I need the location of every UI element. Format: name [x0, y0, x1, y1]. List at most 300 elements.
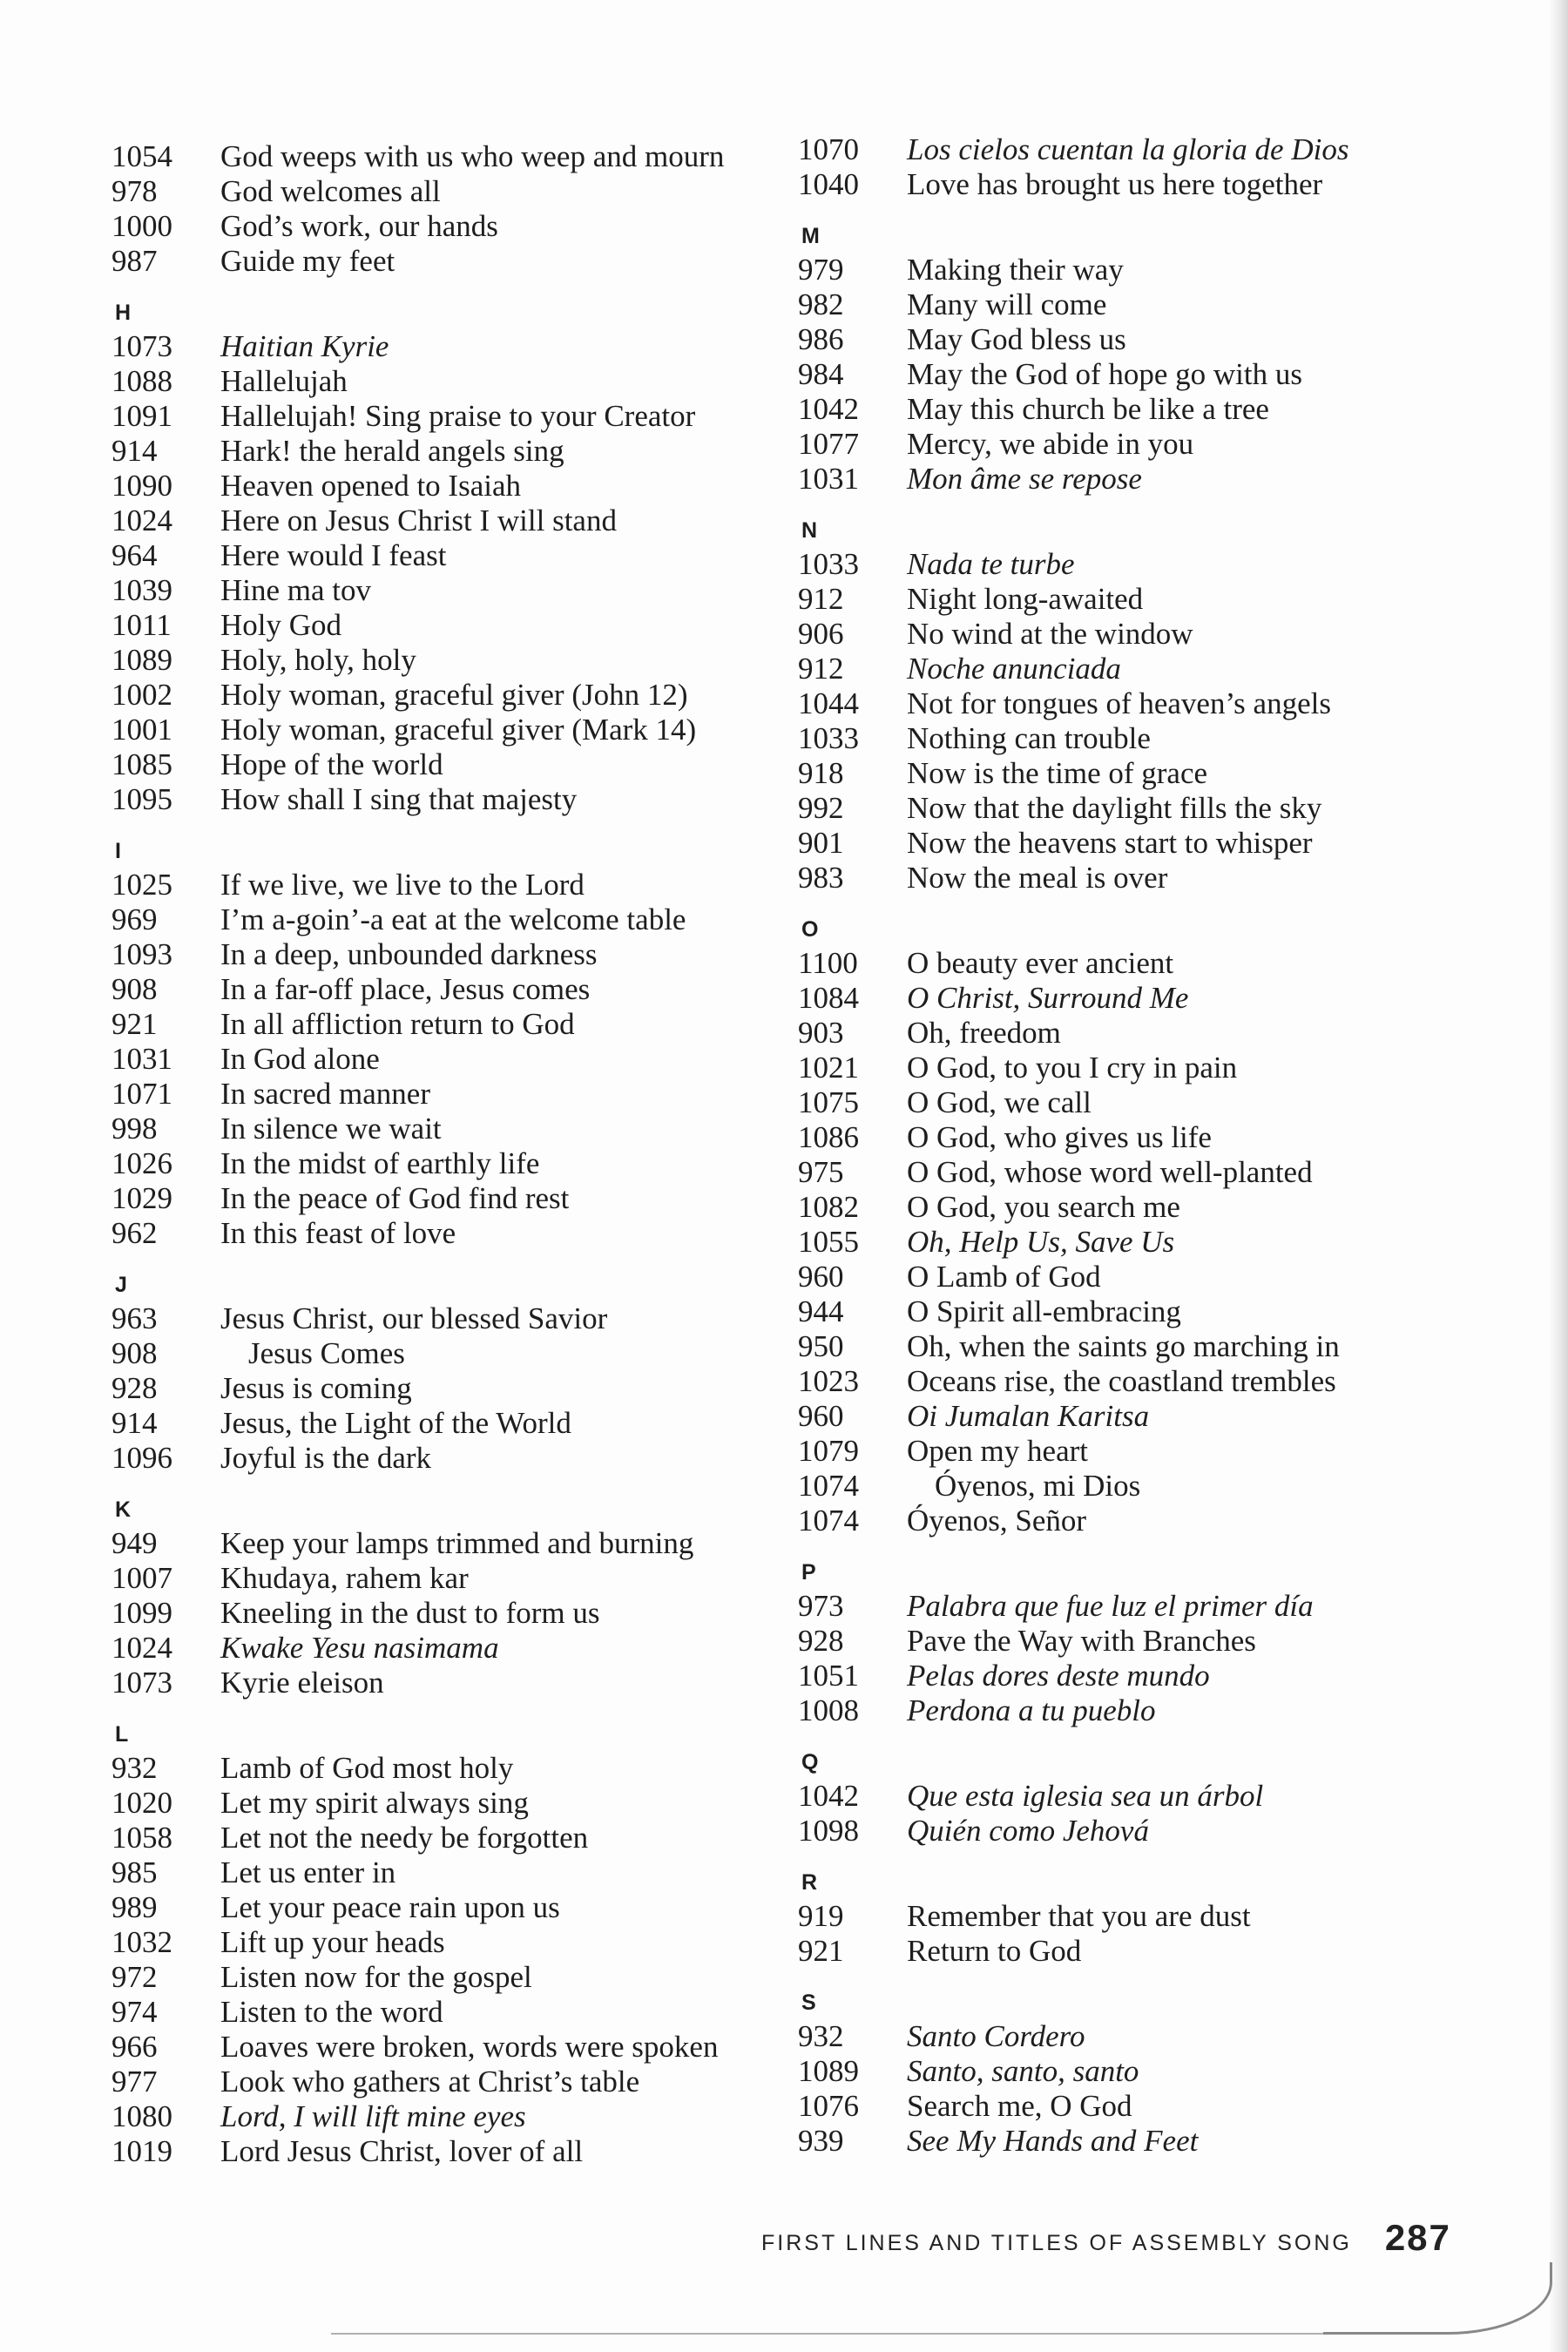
- index-entry: [798, 547, 1547, 582]
- section-letter-n: N: [801, 518, 818, 543]
- index-entry: [112, 2099, 861, 2134]
- song-title: Open my heart: [907, 1434, 1088, 1468]
- song-number: 1011: [112, 608, 172, 642]
- song-number: 974: [112, 1995, 158, 2029]
- index-entry: [112, 1112, 861, 1146]
- song-title: See My Hands and Feet: [907, 2124, 1199, 2158]
- index-entry: [798, 167, 1547, 202]
- song-number: 928: [112, 1371, 158, 1405]
- song-number: 1055: [798, 1225, 859, 1259]
- index-entry: [112, 244, 861, 279]
- index-entry: [798, 1899, 1547, 1934]
- index-entry: [798, 427, 1547, 462]
- index-entry: [798, 287, 1547, 322]
- song-number: 1079: [798, 1434, 859, 1468]
- song-number: 908: [112, 1336, 158, 1370]
- song-title: Nada te turbe: [907, 547, 1075, 581]
- song-title: Jesus Christ, our blessed Savior: [220, 1301, 608, 1335]
- song-title: In the peace of God find rest: [220, 1181, 570, 1215]
- song-number: 1031: [798, 462, 859, 496]
- index-entry: [112, 1786, 861, 1821]
- song-title: Holy God: [220, 608, 342, 642]
- song-number: 1008: [798, 1693, 859, 1727]
- song-title: Óyenos, mi Dios: [935, 1469, 1141, 1503]
- index-entry: [798, 1434, 1547, 1469]
- song-number: 906: [798, 617, 844, 651]
- song-number: 1031: [112, 1042, 172, 1076]
- song-number: 921: [798, 1934, 844, 1968]
- index-entry: [112, 2134, 861, 2169]
- index-entry: [798, 1814, 1547, 1848]
- song-number: 932: [112, 1751, 158, 1785]
- index-entry: [798, 756, 1547, 791]
- song-title: May the God of hope go with us: [907, 357, 1302, 391]
- song-number: 986: [798, 322, 844, 356]
- song-number: 901: [798, 826, 844, 860]
- index-entry: [112, 1526, 861, 1561]
- song-number: 1076: [798, 2089, 859, 2123]
- index-entry: [798, 1085, 1547, 1120]
- index-entry: [112, 364, 861, 399]
- running-title: FIRST LINES AND TITLES OF ASSEMBLY SONG: [761, 2231, 1352, 2255]
- song-number: 960: [798, 1399, 844, 1433]
- song-title: Heaven opened to Isaiah: [220, 469, 521, 503]
- index-entry: [798, 1504, 1547, 1538]
- index-entry: [112, 1855, 861, 1890]
- song-title: Pave the Way with Branches: [907, 1624, 1256, 1658]
- song-number: 1023: [798, 1364, 859, 1398]
- song-title: Jesus is coming: [220, 1371, 412, 1405]
- song-title: Oh, when the saints go marching in: [907, 1329, 1340, 1363]
- song-title: Jesus Comes: [248, 1336, 405, 1370]
- index-entry: [112, 1890, 861, 1925]
- song-title: Lord Jesus Christ, lover of all: [220, 2134, 584, 2168]
- index-entry: [798, 1016, 1547, 1051]
- song-title: Oh, Help Us, Save Us: [907, 1225, 1175, 1259]
- song-number: 908: [112, 972, 158, 1006]
- song-number: 1082: [798, 1190, 859, 1224]
- index-entry: [112, 504, 861, 538]
- song-number: 1073: [112, 329, 172, 363]
- song-number: 992: [798, 791, 844, 825]
- index-entry: [798, 1364, 1547, 1399]
- index-entry: [112, 1925, 861, 1960]
- song-title: Mon âme se repose: [907, 462, 1142, 496]
- song-number: 932: [798, 2019, 844, 2053]
- song-number: 950: [798, 1329, 844, 1363]
- index-entry: [798, 791, 1547, 826]
- song-title: In all affliction return to God: [220, 1007, 575, 1041]
- song-title: Let not the needy be forgotten: [220, 1821, 589, 1855]
- song-title: O beauty ever ancient: [907, 946, 1174, 980]
- song-number: 1002: [112, 678, 172, 712]
- song-title: Jesus, the Light of the World: [220, 1406, 571, 1440]
- song-number: 919: [798, 1899, 844, 1933]
- song-title: O God, you search me: [907, 1190, 1180, 1224]
- index-entry: [112, 1181, 861, 1216]
- song-title: God welcomes all: [220, 174, 441, 208]
- song-number: 969: [112, 902, 158, 936]
- index-entry: [112, 643, 861, 678]
- index-entry: [798, 1225, 1547, 1260]
- index-entry: [798, 861, 1547, 896]
- song-number: 918: [798, 756, 844, 790]
- song-number: 1073: [112, 1666, 172, 1700]
- index-entry: [798, 946, 1547, 981]
- section-letter-l: L: [115, 1722, 129, 1747]
- index-entry: [112, 538, 861, 573]
- index-entry: [798, 1693, 1547, 1728]
- song-title: Look who gathers at Christ’s table: [220, 2065, 640, 2099]
- index-entry: [112, 1995, 861, 2030]
- song-title: Making their way: [907, 253, 1124, 287]
- song-title: In God alone: [220, 1042, 380, 1076]
- song-number: 912: [798, 652, 844, 686]
- song-title: Holy woman, graceful giver (John 12): [220, 678, 688, 712]
- song-title: O Spirit all-embracing: [907, 1294, 1181, 1328]
- song-title: Hark! the herald angels sing: [220, 434, 564, 468]
- song-number: 1025: [112, 868, 172, 902]
- song-number: 1084: [798, 981, 859, 1015]
- song-title: May this church be like a tree: [907, 392, 1269, 426]
- song-number: 1024: [112, 1631, 172, 1665]
- song-title: Perdona a tu pueblo: [907, 1693, 1156, 1727]
- song-title: Santo Cordero: [907, 2019, 1085, 2053]
- song-number: 1042: [798, 1779, 859, 1813]
- song-title: Noche anunciada: [907, 652, 1121, 686]
- song-number: 1007: [112, 1561, 172, 1595]
- index-entry: [112, 434, 861, 469]
- song-title: Here would I feast: [220, 538, 447, 572]
- index-column-right: [798, 132, 1547, 2159]
- index-entry: [798, 1399, 1547, 1434]
- song-number: 966: [112, 2030, 158, 2064]
- song-number: 1096: [112, 1441, 172, 1475]
- song-number: 984: [798, 357, 844, 391]
- song-title: Los cielos cuentan la gloria de Dios: [907, 132, 1349, 166]
- index-entry: [798, 1155, 1547, 1190]
- index-entry: [798, 617, 1547, 652]
- song-number: 973: [798, 1589, 844, 1623]
- song-title: Return to God: [907, 1934, 1082, 1968]
- index-entry: [112, 972, 861, 1007]
- song-title: Love has brought us here together: [907, 167, 1323, 201]
- index-entry: [798, 1589, 1547, 1624]
- song-number: 1024: [112, 504, 172, 537]
- song-title: O God, whose word well-planted: [907, 1155, 1313, 1189]
- song-number: 983: [798, 861, 844, 895]
- song-title: In silence we wait: [220, 1112, 442, 1146]
- page-bottom-edge: [331, 2333, 1350, 2335]
- index-entry: [112, 678, 861, 713]
- index-entry: [112, 139, 861, 174]
- index-entry: [798, 1624, 1547, 1659]
- index-entry: [112, 937, 861, 972]
- song-title: Hope of the world: [220, 747, 443, 781]
- index-entry: [798, 392, 1547, 427]
- song-number: 1077: [798, 427, 859, 461]
- section-letter-k: K: [115, 1497, 132, 1522]
- song-title: In a far-off place, Jesus comes: [220, 972, 591, 1006]
- index-entry: [798, 1260, 1547, 1294]
- song-number: 964: [112, 538, 158, 572]
- index-entry: [798, 652, 1547, 686]
- index-entry: [112, 608, 861, 643]
- song-title: Let your peace rain upon us: [220, 1890, 560, 1924]
- index-entry: [112, 2030, 861, 2065]
- song-number: 1000: [112, 209, 172, 243]
- index-entry: [798, 132, 1547, 167]
- song-number: 921: [112, 1007, 158, 1041]
- section-letter-o: O: [801, 917, 819, 942]
- index-entry: [798, 1190, 1547, 1225]
- section-letter-p: P: [801, 1560, 816, 1585]
- page-edge-shadow: [1549, 0, 1568, 2352]
- song-number: 912: [798, 582, 844, 616]
- song-title: O Christ, Surround Me: [907, 981, 1189, 1015]
- index-entry: [112, 2065, 861, 2099]
- song-number: 1085: [112, 747, 172, 781]
- index-entry: [112, 1042, 861, 1077]
- song-title: Oceans rise, the coastland trembles: [907, 1364, 1336, 1398]
- song-title: Khudaya, rahem kar: [220, 1561, 469, 1595]
- song-number: 1001: [112, 713, 172, 747]
- song-number: 949: [112, 1526, 158, 1560]
- song-number: 1019: [112, 2134, 172, 2168]
- index-entry: [112, 1077, 861, 1112]
- song-title: Santo, santo, santo: [907, 2054, 1139, 2088]
- song-title: No wind at the window: [907, 617, 1193, 651]
- song-title: Kyrie eleison: [220, 1666, 384, 1700]
- song-number: 989: [112, 1890, 158, 1924]
- song-title: Lamb of God most holy: [220, 1751, 514, 1785]
- song-title: Oh, freedom: [907, 1016, 1061, 1050]
- song-number: 914: [112, 1406, 158, 1440]
- song-number: 982: [798, 287, 844, 321]
- index-entry: [798, 1934, 1547, 1969]
- index-entry: [798, 1294, 1547, 1329]
- song-title: Holy, holy, holy: [220, 643, 416, 677]
- song-title: In a deep, unbounded darkness: [220, 937, 598, 971]
- song-title: May God bless us: [907, 322, 1126, 356]
- index-entry: [112, 1596, 861, 1631]
- index-entry: [112, 1146, 861, 1181]
- song-title: Search me, O God: [907, 2089, 1132, 2123]
- song-number: 1033: [798, 721, 859, 755]
- index-entry: [798, 1120, 1547, 1155]
- song-number: 1044: [798, 686, 859, 720]
- song-title: Pelas dores deste mundo: [907, 1659, 1210, 1693]
- song-title: Haitian Kyrie: [220, 329, 389, 363]
- song-title: Listen to the word: [220, 1995, 443, 2029]
- index-entry: [112, 902, 861, 937]
- index-entry: [798, 462, 1547, 497]
- index-entry: [112, 573, 861, 608]
- index-entry: [112, 1441, 861, 1476]
- song-number: 977: [112, 2065, 158, 2099]
- song-number: 914: [112, 434, 158, 468]
- index-entry: [798, 2054, 1547, 2089]
- song-number: 1039: [112, 573, 172, 607]
- song-number: 1088: [112, 364, 172, 398]
- song-number: 1071: [112, 1077, 172, 1111]
- index-entry: [112, 399, 861, 434]
- page-footer: [761, 2217, 1451, 2259]
- index-entry: [798, 253, 1547, 287]
- song-title: I’m a-goin’-a eat at the welcome table: [220, 902, 686, 936]
- index-entry: [798, 2124, 1547, 2159]
- index-entry: [112, 1821, 861, 1855]
- song-number: 1051: [798, 1659, 859, 1693]
- song-number: 987: [112, 244, 158, 278]
- song-number: 1032: [112, 1925, 172, 1959]
- section-letter-r: R: [801, 1870, 818, 1895]
- song-title: Remember that you are dust: [907, 1899, 1251, 1933]
- index-entry: [798, 1469, 1547, 1504]
- song-number: 1089: [112, 643, 172, 677]
- song-title: Holy woman, graceful giver (Mark 14): [220, 713, 697, 747]
- index-entry: [112, 1301, 861, 1336]
- index-entry: [798, 357, 1547, 392]
- song-title: Hallelujah! Sing praise to your Creator: [220, 399, 696, 433]
- song-title: Kneeling in the dust to form us: [220, 1596, 600, 1630]
- song-number: 1093: [112, 937, 172, 971]
- song-number: 1098: [798, 1814, 859, 1848]
- song-number: 1089: [798, 2054, 859, 2088]
- song-number: 1080: [112, 2099, 172, 2133]
- song-title: Kwake Yesu nasimama: [220, 1631, 499, 1665]
- song-title: Lord, I will lift mine eyes: [220, 2099, 526, 2133]
- song-title: Now that the daylight fills the sky: [907, 791, 1322, 825]
- song-number: 1026: [112, 1146, 172, 1180]
- song-title: In the midst of earthly life: [220, 1146, 540, 1180]
- index-entry: [112, 1007, 861, 1042]
- index-entry: [798, 981, 1547, 1016]
- song-number: 1054: [112, 139, 172, 173]
- song-title: Now the heavens start to whisper: [907, 826, 1313, 860]
- song-number: 978: [112, 174, 158, 208]
- song-number: 1033: [798, 547, 859, 581]
- song-title: Nothing can trouble: [907, 721, 1151, 755]
- index-entry: [798, 2019, 1547, 2054]
- index-entry: [798, 582, 1547, 617]
- song-title: Keep your lamps trimmed and burning: [220, 1526, 694, 1560]
- index-column-left: [112, 139, 861, 2169]
- song-number: 1086: [798, 1120, 859, 1154]
- song-title: Lift up your heads: [220, 1925, 445, 1959]
- song-title: God weeps with us who weep and mourn: [220, 139, 725, 173]
- song-number: 960: [798, 1260, 844, 1294]
- song-title: Loaves were broken, words were spoken: [220, 2030, 719, 2064]
- index-entry: [112, 868, 861, 902]
- index-entry: [798, 2089, 1547, 2124]
- section-letter-h: H: [115, 301, 132, 325]
- song-title: O Lamb of God: [907, 1260, 1101, 1294]
- index-entry: [112, 1371, 861, 1406]
- index-entry: [112, 174, 861, 209]
- song-number: 975: [798, 1155, 844, 1189]
- song-title: Night long-awaited: [907, 582, 1144, 616]
- song-title: Quién como Jehová: [907, 1814, 1149, 1848]
- song-number: 979: [798, 253, 844, 287]
- index-entry: [798, 686, 1547, 721]
- song-title: Here on Jesus Christ I will stand: [220, 504, 617, 537]
- song-number: 1020: [112, 1786, 172, 1820]
- song-title: Listen now for the gospel: [220, 1960, 532, 1994]
- index-entry: [798, 1779, 1547, 1814]
- index-entry: [112, 782, 861, 817]
- song-title: Hallelujah: [220, 364, 348, 398]
- song-number: 1070: [798, 132, 859, 166]
- song-title: Let us enter in: [220, 1855, 396, 1889]
- index-entry: [112, 1960, 861, 1995]
- song-number: 1074: [798, 1469, 859, 1503]
- song-title: Joyful is the dark: [220, 1441, 432, 1475]
- song-title: O God, we call: [907, 1085, 1092, 1119]
- song-number: 1029: [112, 1181, 172, 1215]
- song-title: In this feast of love: [220, 1216, 456, 1250]
- song-number: 985: [112, 1855, 158, 1889]
- index-entry: [798, 1659, 1547, 1693]
- song-title: Palabra que fue luz el primer día: [907, 1589, 1314, 1623]
- section-letter-m: M: [801, 224, 820, 248]
- song-number: 1095: [112, 782, 172, 816]
- song-number: 928: [798, 1624, 844, 1658]
- song-number: 1075: [798, 1085, 859, 1119]
- song-title: Many will come: [907, 287, 1107, 321]
- index-entry: [112, 209, 861, 244]
- index-entry: [112, 747, 861, 782]
- index-entry: [112, 469, 861, 504]
- song-number: 1074: [798, 1504, 859, 1538]
- index-entry: [112, 1666, 861, 1700]
- index-entry: [112, 1216, 861, 1251]
- song-number: 1099: [112, 1596, 172, 1630]
- page-corner-curl: [1323, 2262, 1552, 2335]
- song-title: O God, who gives us life: [907, 1120, 1212, 1154]
- song-number: 944: [798, 1294, 844, 1328]
- song-number: 1091: [112, 399, 172, 433]
- section-letter-j: J: [115, 1273, 127, 1297]
- section-letter-i: I: [115, 839, 121, 863]
- song-title: Hine ma tov: [220, 573, 372, 607]
- song-title: Óyenos, Señor: [907, 1504, 1087, 1538]
- song-number: 1100: [798, 946, 858, 980]
- index-entry: [112, 713, 861, 747]
- song-title: Mercy, we abide in you: [907, 427, 1194, 461]
- song-title: Not for tongues of heaven’s angels: [907, 686, 1331, 720]
- song-title: Now is the time of grace: [907, 756, 1208, 790]
- song-number: 1040: [798, 167, 859, 201]
- song-title: How shall I sing that majesty: [220, 782, 578, 816]
- index-entry: [112, 1751, 861, 1786]
- song-number: 1058: [112, 1821, 172, 1855]
- song-number: 1090: [112, 469, 172, 503]
- index-entry: [112, 1561, 861, 1596]
- index-entry: [798, 322, 1547, 357]
- index-entry: [112, 1406, 861, 1441]
- song-title: In sacred manner: [220, 1077, 430, 1111]
- song-title: God’s work, our hands: [220, 209, 498, 243]
- song-title: Now the meal is over: [907, 861, 1168, 895]
- song-title: Let my spirit always sing: [220, 1786, 529, 1820]
- song-number: 962: [112, 1216, 158, 1250]
- song-title: Guide my feet: [220, 244, 395, 278]
- song-number: 903: [798, 1016, 844, 1050]
- index-entry: [112, 1336, 861, 1371]
- song-title: Que esta iglesia sea un árbol: [907, 1779, 1264, 1813]
- index-entry: [112, 329, 861, 364]
